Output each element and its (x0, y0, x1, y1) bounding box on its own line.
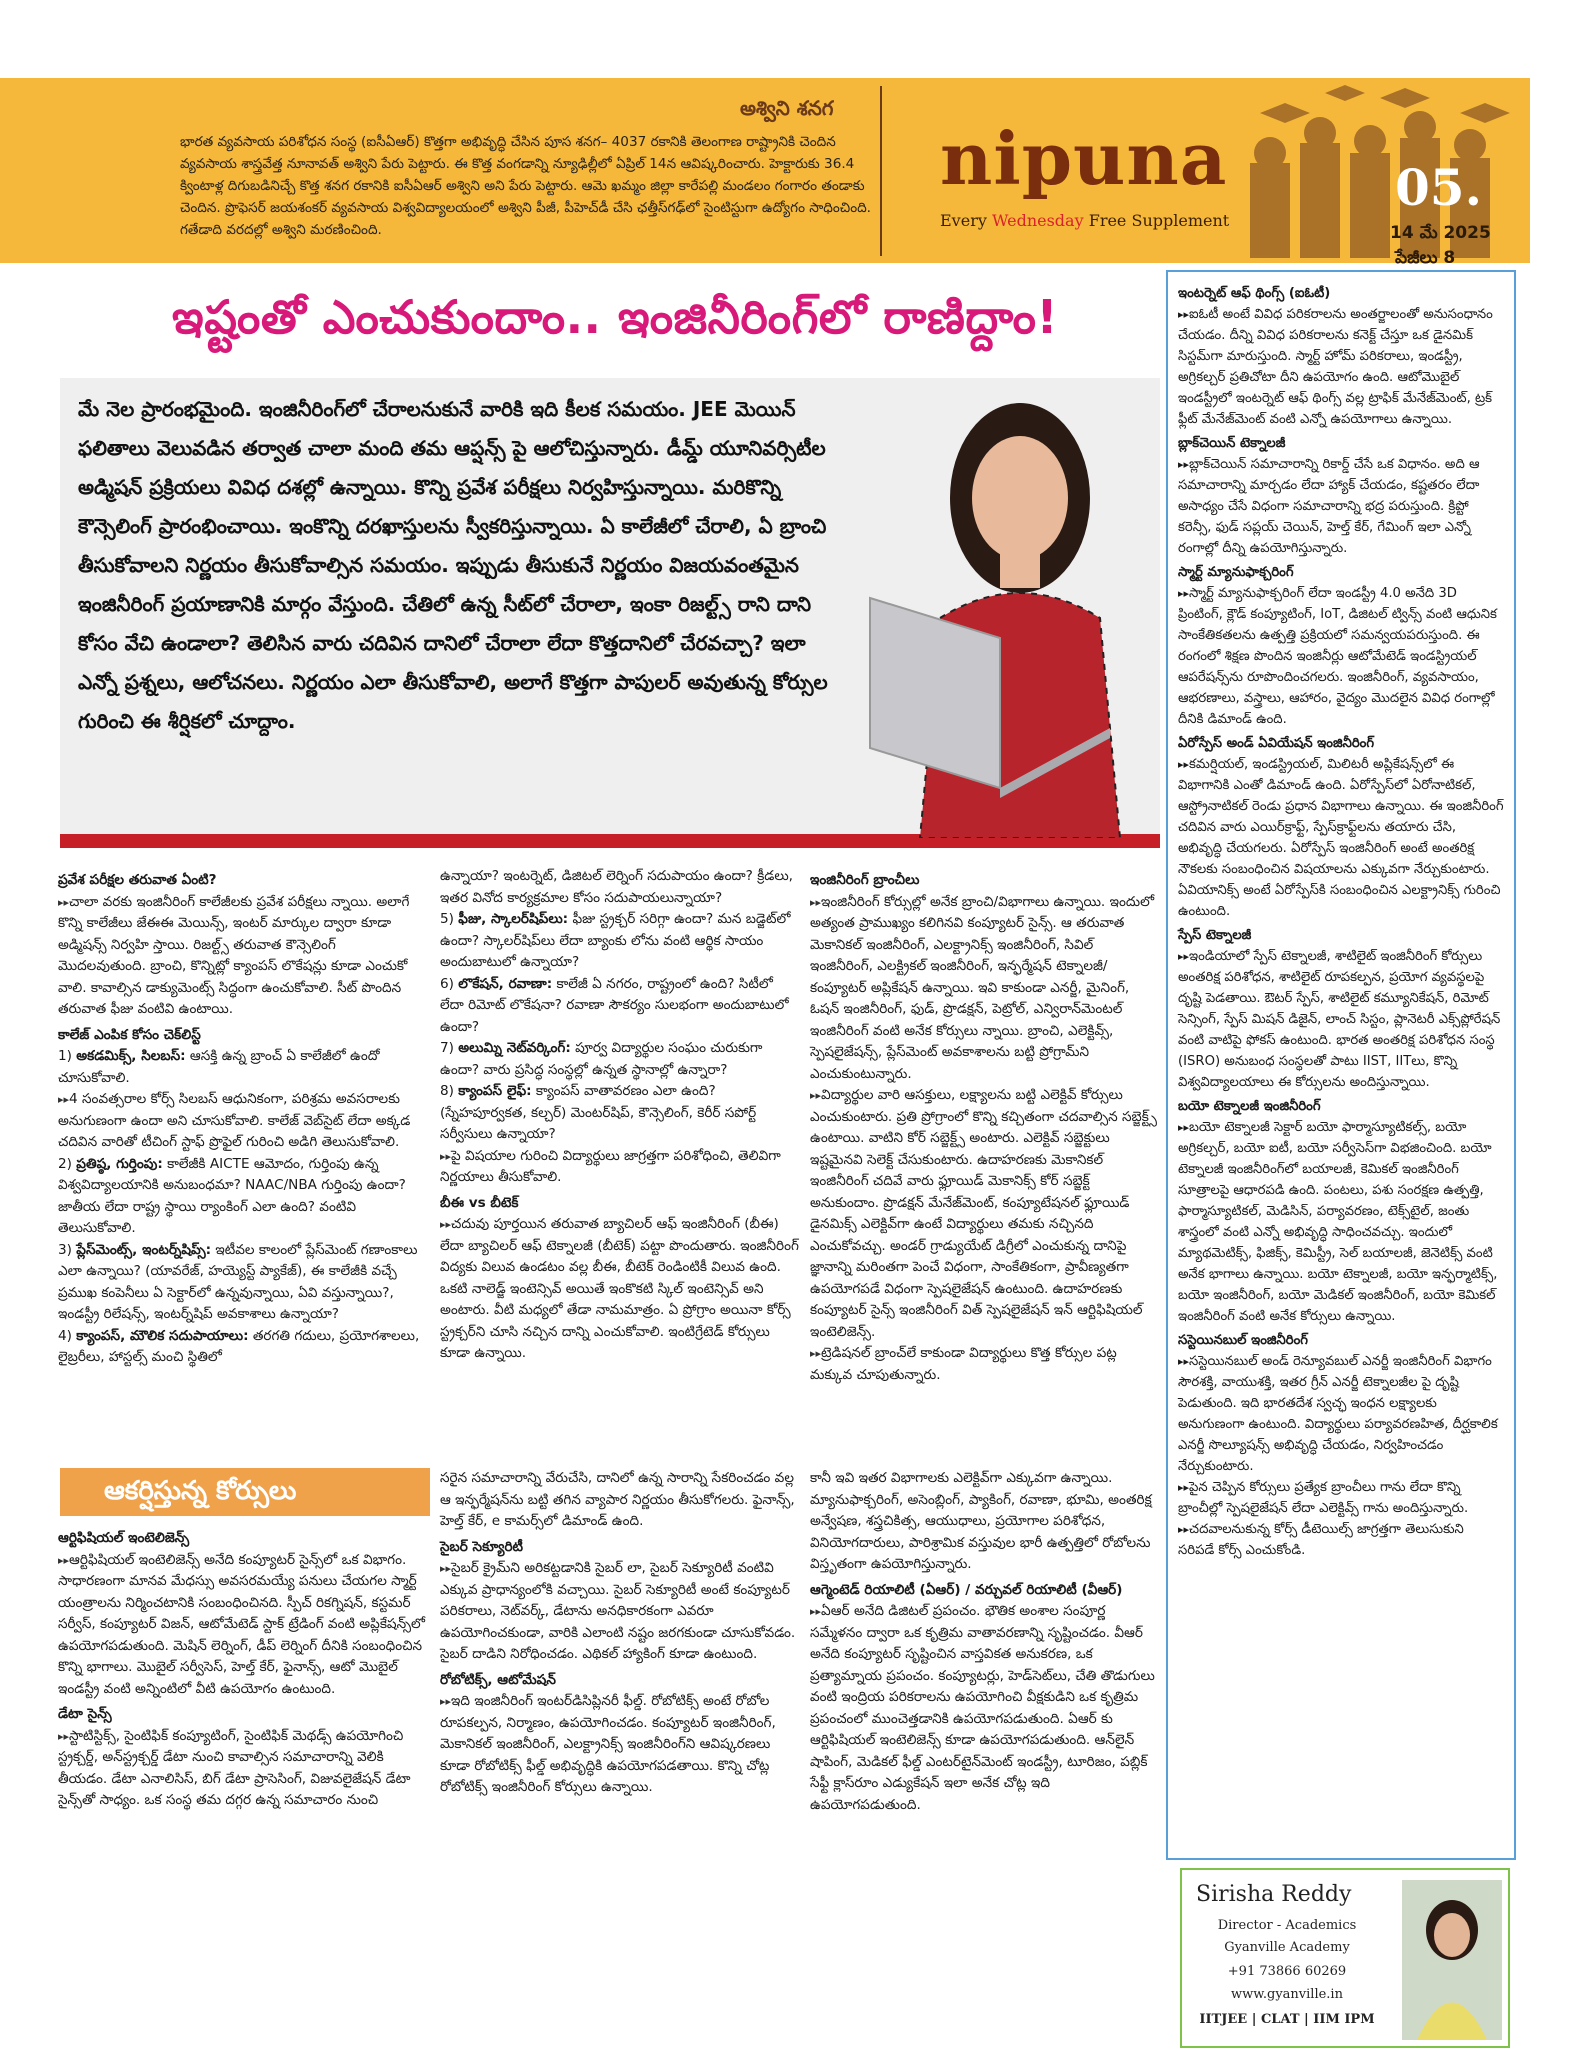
right-sidebar (1166, 270, 1516, 1860)
courses-column-2 (440, 1468, 800, 1799)
courses-column-3 (810, 1468, 1160, 1816)
author-phone: +91 73866 60269 (1227, 1964, 1347, 1979)
section-heading: బీఈ vs బీటెక్ (440, 1194, 519, 1211)
checklist-item: 4) క్యాంపస్, మౌలిక సదుపాయాలు: తరగతి గదులు, ప్రయోగశాలలు, లైబ్రరీలు, హాస్టల్స్ మంచి స్థితిలో (58, 1327, 420, 1365)
checklist-item: 2) ప్రతిష్ఠ, గుర్తింపు: కాలేజీకి AICTE ఆమోదం, గుర్తింపు ఉన్న విశ్వవిద్యాలయానికి అనుబంధమా? NAAC/NBA గుర్తింపు ఉందా? జాతీయ లేదా రాష్ట్ర స్థాయి ర్యాంకింగ్ ఎలా ఉంది? వంటివి తెలుసుకోవాలి. (58, 1155, 406, 1236)
paragraph: ▸▸ చదవాలనుకున్న కోర్స్ డీటెయిల్స్ జాగ్రత్తగా తెలుసుకుని సరిపడే కోర్స్ ఎంచుకోండి. (1178, 1519, 1504, 1561)
section-heading: కాలేజ్ ఎంపిక కోసం చెక్‌లిస్ట్ (58, 1026, 201, 1043)
paragraph: ▸▸ స్మార్ట్ మ్యానుఫాక్చరింగ్ లేదా ఇండస్ట్రీ 4.0 అనేది 3D ప్రింటింగ్, క్లౌడ్ కంప్యూటింగ్, IoT, డిజిటల్ ట్విన్స్ వంటి ఆధునిక సాంకేతికతలను ఉత్పత్తి ప్రక్రియలో సమన్వయపరుస్తుంది. ఈ రంగంలో శిక్షణ పొందిన ఇంజినీర్లు ఆటోమేటెడ్ ఇండస్ట్రియల్ ఆపరేషన్స్‌ను రూపొందించగలరు. ఇంజినీరింగ్, వ్యవసాయం, ఆభరణాలు, వస్త్రాలు, ఆహారం, వైద్యం మొదలైన వివిధ రంగాల్లో దీనికి డిమాండ్ ఉంది. (1178, 583, 1504, 730)
checklist-item: 8) క్యాంపస్ లైఫ్: క్యాంపస్ వాతావరణం ఎలా ఉంది? (స్నేహపూర్వకత, కల్చర్) మెంటర్‌షిప్, కౌన్సెలింగ్, కెరీర్ సపోర్ట్ సర్వీసులు ఉన్నాయా? (440, 1083, 757, 1142)
author-org: Gyanville Academy (1224, 1940, 1350, 1955)
issue-number: 05. (1395, 158, 1482, 217)
intro-box (60, 378, 1160, 848)
checklist-item: 3) ప్లేస్‌మెంట్స్, ఇంటర్న్‌షిప్స్: ఇటీవల కాలంలో ప్లేస్‌మెంట్ గణాంకాలు ఎలా ఉన్నాయి? (యావరేజ్, హయ్యెస్ట్ ప్యాకేజ్), ఈ కాలేజీకి వచ్చే ప్రముఖ కంపెనీలు ఏ సెక్టార్‌లో ఉన్నవున్నాయి, ఏవి వస్తున్నాయి?, ఇండస్ట్రీ రిలేషన్స్, ఇంటర్న్‌షిప్ అవకాశాలు ఉన్నాయా? (58, 1241, 418, 1322)
author-card (1180, 1868, 1510, 2048)
paragraph: ▸▸ ఐఓటీ అంటే వివిధ పరికరాలను అంతర్జాలంతో అనుసంధానం చేయడం. దీన్ని వివిధ పరికరాలను కనెక్ట్ చేస్తూ ఒక డైనమిక్ సిస్టమ్‌గా మారుస్తుంది. స్మార్ట్ హోమ్ పరికరాలు, ఇండస్ట్రీ, అగ్రికల్చర్ ప్రతిచోటా దీని ఉపయోగం ఉంది. ఆటోమొబైల్ ఇండస్ట్రీలో ఇంటర్నెట్ ఆఫ్ థింగ్స్ వల్ల ట్రాఫిక్ మేనేజ్‌మెంట్, ట్రక్ ఫ్లీట్ మేనేజ్‌మెంట్ వంటి ఎన్నో ఉపయోగాలు ఉన్నాయి. (1178, 304, 1504, 430)
paragraph: ▸▸ ఇంజినీరింగ్ కోర్సుల్లో అనేక బ్రాంచి/విభాగాలు ఉన్నాయి. ఇందులో అత్యంత ప్రాముఖ్యం కలిగినవి కంప్యూటర్ సైన్స్. ఆ తరువాత మెకానికల్ ఇంజినీరింగ్, ఎలక్ట్రానిక్స్ ఇంజినీరింగ్, సివిల్ ఇంజినీరింగ్, ఎలక్ట్రికల్ ఇంజినీరింగ్, ఇన్ఫర్మేషన్ టెక్నాలజీ/కంప్యూటర్ అప్లికేషన్ ఉన్నాయి. ఇవి కాకుండా ఎనర్జీ, మైనింగ్, ఓషన్ ఇంజినీరింగ్, ఫుడ్, ప్రొడక్షన్, పెట్రోల్, ఎన్విరాన్‌మెంటల్ ఇంజినీరింగ్ వంటి అనేక కోర్సులు న్నాయి. బ్రాంచి, ఎలెక్టివ్స్, స్పెషలైజేషన్స్, ప్లేస్‌మెంట్ అవకాశాలను బట్టి ప్రోగ్రామ్‌ని ఎంచుకుంటున్నారు. (810, 892, 1160, 1086)
page-headline: ఇష్టంతో ఎంచుకుందాం.. ఇంజినీరింగ్‌లో రాణిద్దాం! (172, 290, 1058, 344)
author-role: Director - Academics (1217, 1918, 1357, 1933)
paragraph: కానీ ఇవి ఇతర విభాగాలకు ఎలెక్టివ్‌గా ఎక్కువగా ఉన్నాయి. మ్యానుఫాక్చరింగ్, అసెంబ్లింగ్, ప్యాకింగ్, రవాణా, భూమి, అంతరిక్ష అన్వేషణ, శస్త్రచికిత్స, ఆయుధాలు, ప్రయోగాల పరిశోధన, వినియోగదారులు, పారిశ్రామిక వస్తువుల భారీ ఉత్పత్తిలో రోబోలను విస్తృతంగా ఉపయోగిస్తున్నారు. (810, 1470, 1152, 1572)
issue-pages: పేజీలు 8 (1395, 248, 1456, 268)
section-heading: ఇంజినీరింగ్ బ్రాంచీలు (810, 872, 920, 888)
author-website[interactable]: www.gyanville.in (1231, 1987, 1343, 2002)
issue-date: 14 మే 2025 (1390, 223, 1491, 243)
paragraph: ▸▸ ఇండియాలో స్పేస్ టెక్నాలజీ, శాటిలైట్ ఇంజినీరింగ్ కోర్సులు అంతరిక్ష పరిశోధన, శాటిలైట్ రూపకల్పన, ప్రయోగ వ్యవస్థలపై దృష్టి పెడతాయి. ఔటర్ స్పేస్, శాటిలైట్ కమ్యూనికేషన్, రిమోట్ సెన్సింగ్, స్పేస్ మిషన్ డిజైన్, లాంచ్ సిస్టం, ప్లానెటరీ ఎక్స్‌ప్లోరేషన్ వంటి వాటిపై ఫోకస్ ఉంటుంది. భారత అంతరిక్ష పరిశోధన సంస్థ (ISRO) అనుబంధ సంస్థలతో పాటు IIST, IITలు, కొన్ని విశ్వవిద్యాలయాలు ఈ కోర్సులను అందిస్తున్నాయి. (1178, 946, 1504, 1093)
checklist-item: 6) లొకేషన్, రవాణా: కాలేజీ ఏ నగరం, రాష్ట్రంలో ఉంది? సిటీలో లేదా రిమోట్ లొకేషనా? రవాణా సౌకర్యం సులభంగా అందుబాటులో ఉందా? (440, 975, 789, 1035)
paragraph: ▸▸ సస్టెయినబుల్ అండ్ రెన్యూవబుల్ ఎనర్జీ ఇంజినీరింగ్ విభాగం సౌరశక్తి, వాయుశక్తి, ఇతర గ్రీన్ ఎనర్జీ టెక్నాలజీల పై దృష్టి పెడుతుంది. ఇది భారతదేశ స్వచ్ఛ ఇంధన లక్ష్యాలకు అనుగుణంగా ఉంటుంది. విద్యార్థులు పర్యావరణహిత, దీర్ఘకాలిక ఎనర్జీ సొల్యూషన్స్ అభివృద్ధి చేయడం, నిర్వహించడం నేర్చుకుంటారు. (1178, 1351, 1504, 1477)
feature-text: భారత వ్యవసాయ పరిశోధన సంస్థ (ఐసీఏఆర్) కొత్తగా అభివృద్ధి చేసిన పూస శనగ– 4037 రకానికి తెలంగాణ రాష్ట్రానికి చెందిన వ్యవసాయ శాస్త్రవేత్త నూనావత్ అశ్విని పేరు పెట్టారు. ఈ కొత్త వంగడాన్ని న్యూఢిల్లీలో ఏప్రిల్ 14న ఆవిష్కరించారు. హెక్టారుకు 36.4 క్వింటాళ్ల దిగుబడినిచ్చే కొత్త శనగ రకానికి ఐసీఏఆర్ అశ్విని అని పేరు పెట్టారు. ఆమె ఖమ్మం జిల్లా కారేపల్లి మండలం గంగారం తండాకు చెందిన. ప్రొఫెసర్ జయశంకర్ వ్యవసాయ విశ్వవిద్యాలయంలో అశ్విని పీజీ, పీహెచ్‌డీ చేసి ఛత్తీస్‌గఢ్‌లో సైంటిస్టుగా ఉద్యోగం సాధించింది. గతేడాది వరదల్లో అశ్విని మరణించింది. (180, 134, 872, 238)
paragraph: ▸▸ 4 సంవత్సరాల కోర్స్ సిలబస్ ఆధునికంగా, పరిశ్రమ అవసరాలకు అనుగుణంగా ఉందా అని చూసుకోవాలి. కాలేజ్ వెబ్‌సైట్ లేదా అక్కడ చదివిన వారితో టీచింగ్ స్టాఫ్ ప్రొఫైల్ గురించి అడిగి తెలుసుకోవాలి. (58, 1089, 428, 1154)
section-heading: బ్లాక్‌చెయిన్ టెక్నాలజీ (1178, 436, 1286, 451)
section-heading: రోబోటిక్స్, ఆటోమేషన్ (440, 1671, 556, 1688)
column-1 (58, 866, 428, 1369)
section-heading: ఇంటర్నెట్ ఆఫ్ థింగ్స్ (ఐఓటీ) (1178, 286, 1331, 301)
paragraph: ▸▸ సైబర్ క్రైమ్‌ని అరికట్టడానికి సైబర్ లా, సైబర్ సెక్యూరిటీ వంటివి ఎక్కువ ప్రాధాన్యంలోకి వచ్చాయి. సైబర్ సెక్యూరిటీ అంటే కంప్యూటర్ పరికరాలు, నెట్‌వర్క్, డేటాను అనధికారకంగా ఎవరూ ఉపయోగించకుండా, వారికి ఎలాంటి నష్టం జరగకుండా చూసుకోవడం. సైబర్ దాడిని నిరోధించడం. ఎథికల్ హ్యాకింగ్ కూడా ఉంటుంది. (440, 1558, 800, 1666)
feature-divider (880, 86, 940, 256)
paragraph: సరైన సమాచారాన్ని వేరుచేసి, దానిలో ఉన్న సారాన్ని సేకరించడం వల్ల ఆ ఇన్ఫర్మేషన్‌ను బట్టి తగిన వ్యాపార నిర్ణయం తీసుకోగలరు. ఫైనాన్స్, హెల్త్ కేర్, e కామర్స్‌లో డిమాండ్ ఉంది. (440, 1470, 795, 1529)
student-with-laptop-image (850, 388, 1150, 838)
checklist-item: 5) ఫీజు, స్కాలర్‌షిప్‌లు: ఫీజు స్ట్రక్చర్ సరిగ్గా ఉందా? మన బడ్జెట్‌లో ఉందా? స్కాలర్‌షిప్‌లు లేదా బ్యాంకు లోను వంటి ఆర్థిక సాయం అందుబాటులో ఉన్నాయా? (440, 911, 791, 970)
section-heading: బయో టెక్నాలజీ ఇంజినీరింగ్ (1178, 1099, 1321, 1114)
paragraph: ▸▸ పై విషయాల గురించి విద్యార్థులు జాగ్రత్తగా పరిశోధించి, తెలివిగా నిర్ణయాలు తీసుకోవాలి. (440, 1146, 800, 1189)
paragraph: ▸▸ ఇది ఇంజినీరింగ్ ఇంటర్‌డిసిప్లినరీ ఫీల్డ్. రోబోటిక్స్ అంటే రోబోల రూపకల్పన, నిర్మాణం, ఉపయోగించడం. కంప్యూటర్ ఇంజినీరింగ్, మెకానికల్ ఇంజినీరింగ్, ఎలక్ట్రానిక్స్ ఇంజినీరింగ్‌ని ఆవిష్కరణలు కూడా రోబోటిక్స్ ఫీల్డ్ అభివృద్ధికి ఉపయోగపడతాయి. కొన్ని చోట్ల రోబోటిక్స్ ఇంజినీరింగ్ కోర్సులు ఉన్నాయి. (440, 1691, 800, 1799)
checklist-item: 1) అకడమిక్స్, సిలబస్: ఆసక్తి ఉన్న బ్రాంచ్ ఏ కాలేజీలో ఉందో చూసుకోవాలి. (58, 1048, 380, 1086)
section-heading: డేటా సైన్స్ (58, 1706, 112, 1722)
paragraph: ఉన్నాయా? ఇంటర్నెట్, డిజిటల్ లెర్నింగ్ సదుపాయం ఉందా? క్రీడలు, ఇతర వినోద కార్యక్రమాల కోసం సదుపాయలున్నాయా? (440, 868, 794, 906)
paragraph: ▸▸ కమర్షియల్, ఇండస్ట్రియల్, మిలిటరీ అప్లికేషన్స్‌లో ఈ విభాగానికి ఎంతో డిమాండ్ ఉంది. ఏరోస్పేస్‌లో ఏరోనాటికల్, ఆస్ట్రోనాటికల్ రెండు ప్రధాన విభాగాలు ఉన్నాయి. ఈ ఇంజినీరింగ్ చదివిన వారు ఎయిర్‌క్రాఫ్ట్, స్పేస్‌క్రాఫ్ట్‌లను తయారు చేసి, అభివృద్ధి చేయగలరు. ఏరోస్పేస్ ఇంజినీరింగ్ అంటే అంతరిక్ష నౌకలకు సంబంధించిన విషయాలను ఎక్కువగా నేర్చుకుంటారు. ఏవియానిక్స్ అంటే ఏరోస్పేస్‌కి సంబంధించిన ఎలక్ట్రానిక్స్ గురించి ఉంటుంది. (1178, 754, 1504, 922)
paragraph: ▸▸ ట్రెడిషనల్ బ్రాంచ్‌లే కాకుండా విద్యార్థులు కొత్త కోర్సుల పట్ల మక్కువ చూపుతున్నారు. (810, 1343, 1160, 1386)
paragraph: ▸▸ చదువు పూర్తయిన తరువాత బ్యాచిలర్ ఆఫ్ ఇంజినీరింగ్ (బీఈ) లేదా బ్యాచిలర్ ఆఫ్ టెక్నాలజీ (బీటెక్) పట్టా పొందుతారు. ఇంజినీరింగ్ విద్యకు విలువ ఉండటం వల్ల బీఈ, బీటెక్ రెండింటికీ విలువ ఉంది. ఒకటి నాలెడ్జ్ ఇంటెన్సివ్ అయితే ఇంకొకటి స్కిల్ ఇంటెన్సివ్ అని అంటారు. వీటి మధ్యలో తేడా నామమాత్రం. ఏ ప్రోగ్రాం అయినా కోర్స్ స్ట్రక్చర్‌ని చూసి నచ్చిన దాన్ని ఎంచుకోవాలి. ఇంటిగ్రేటెడ్ కోర్సులు కూడా ఉన్నాయి. (440, 1214, 800, 1365)
section-heading: ఆర్టిఫిషియల్ ఇంటెలిజెన్స్ (58, 1530, 190, 1546)
section-heading: ఆగ్మెంటెడ్ రియాలిటీ (ఏఆర్) / వర్చువల్ రియాలిటీ (వీఆర్) (810, 1581, 1123, 1598)
brand-tagline: Every Wednesday Free Supplement (940, 211, 1230, 230)
paragraph: ▸▸ చాలా వరకు ఇంజినీరింగ్ కాలేజీలకు ప్రవేశ పరీక్షలు న్నాయి. అలాగే కొన్ని కాలేజీలు జేఈఈ మెయిన్స్, ఇంటర్ మార్కుల ద్వారా కూడా అడ్మిషన్స్ నిర్వహి స్తాయి. రిజల్ట్స్ తరువాత కౌన్సెలింగ్ మొదలవుతుంది. బ్రాంచి, కొన్నిట్లో క్యాంపస్ లొకేషన్లు కూడా ఎంచుకో వాలి. కావాల్సిన డాక్యుమెంట్స్ సిద్ధంగా ఉంచుకోవాలి. సీట్ పొందిన తరువాత ఫీజు వంటివి ఉంటాయి. (58, 892, 428, 1021)
section-heading: ఏరోస్పేస్ అండ్ ఏవియేషన్ ఇంజినీరింగ్ (1178, 736, 1375, 751)
paragraph: ▸▸ బయో టెక్నాలజీ సెక్టార్ బయో ఫార్మాస్యూటికల్స్, బయో అగ్రికల్చర్, బయో ఐటీ, బయో సర్వీసెస్‌గా విభజించింది. బయో టెక్నాలజీ ఇంజినీరింగ్‌లో బయాలజీ, కెమికల్ ఇంజినీరింగ్ సూత్రాలపై ఆధారపడి ఉంది. పంటలు, పశు సంరక్షణ ఉత్పత్తి, ఫార్మాస్యూటికల్, మెడిసిన్, పర్యావరణం, టెక్స్‌టైల్, జంతు శాస్త్రంలో వంటి ఎన్నో అభివృద్ధి సాధించవచ్చు. ఇందులో మ్యాథమెటిక్స్, ఫిజిక్స్, కెమిస్ట్రీ, సెల్ బయాలజీ, జెనెటిక్స్ వంటి అనేక భాగాలు ఉన్నాయి. బయో టెక్నాలజీ, బయో ఇన్ఫర్మాటిక్స్, బయో ఇంజినీరింగ్, బయో మెడికల్ ఇంజినీరింగ్, బయో కెమికల్ ఇంజినీరింగ్ వంటి అనేక కోర్సులు ఉన్నాయి. (1178, 1117, 1504, 1327)
courses-heading: ఆకర్షిస్తున్న కోర్సులు (60, 1468, 430, 1516)
author-name: Sirisha Reddy (1196, 1882, 1352, 1907)
brand-logo: nipuna (940, 116, 1228, 201)
section-heading: స్మార్ట్ మ్యానుఫాక్చరింగ్ (1178, 565, 1294, 580)
feature-box (180, 96, 880, 241)
brand-block (940, 116, 1230, 230)
paragraph: ▸▸ విద్యార్థుల వారి ఆసక్తులు, లక్ష్యాలను బట్టి ఎలెక్టివ్ కోర్సులు ఎంచుకుంటారు. ప్రతి ప్రోగ్రాంలో కొన్ని కచ్చితంగా చదవాల్సిన సబ్జెక్ట్స్ ఉంటాయి. వాటిని కోర్ సబ్జెక్ట్స్ అంటారు. ఎలెక్టివ్ సబ్జెక్టులు ఇష్టమైనవి సెలెక్ట్ చేసుకుంటారు. ఉదాహరణకు మెకానికల్ ఇంజినీరింగ్ చదివే వారు ఫ్లూయిడ్ మెకానిక్స్ కోర్ సబ్జెక్ట్ అనుకుందాం. ప్రొడక్షన్ మేనేజ్‌మెంట్, కంప్యూటేషనల్ ఫ్లూయిడ్ డైనమిక్స్ ఎలెక్టివ్‌గా ఉంటే విద్యార్థులు తమకు నచ్చినది ఎంచుకోవచ్చు. అండర్ గ్రాడ్యుయేట్ డిగ్రీలో ఎంచుకున్న దానిపై జ్ఞానాన్ని మరింతగా పెంచే విధంగా, సాంకేతికంగా, ప్రావీణ్యతగా ఉపయోగపడే విధంగా స్పెషలైజేషన్ ఉంటుంది. ఉదాహరణకు కంప్యూటర్ సైన్స్ ఇంజినీరింగ్ విత్ స్పెషలైజేషన్ ఇన్ ఆర్టిఫిషియల్ ఇంటెలిజెన్స్. (810, 1085, 1160, 1343)
paragraph: ▸▸ ఏఆర్ అనేది డిజిటల్ ప్రపంచం. భౌతిక అంశాల సంపూర్ణ సమ్మేళనం ద్వారా ఒక కృత్రిమ వాతావరణాన్ని సృష్టించడం. వీఆర్ అనేది కంప్యూటర్ సృష్టించిన వాస్తవికత అనుకరణ, ఒక ప్రత్యామ్నాయ ప్రపంచం. కంప్యూటర్లు, హెడ్‌సెట్‌లు, చేతి తొడుగులు వంటి ఇంద్రియ పరికరాలను ఉపయోగించి వీక్షకుడిని ఒక కృత్రిమ ప్రపంచంలో ముంచెత్తడానికి ఉపయోగపడుతుంది. ఏఆర్ కు ఆర్టిఫిషియల్ ఇంటెలిజెన్స్ కూడా ఉపయోగపడుతుంది. ఆన్‌లైన్ షాపింగ్, మెడికల్ ఫీల్డ్ ఎంటర్‌టైన్‌మెంట్ ఇండస్ట్రీ, టూరిజం, పబ్లిక్ సేఫ్టీ క్లాస్‌రూం ఎడ్యుకేషన్ ఇలా అనేక చోట్ల ఇది ఉపయోగపడుతుంది. (810, 1601, 1160, 1816)
column-3 (810, 866, 1160, 1386)
section-heading: సైబర్ సెక్యూరిటీ (440, 1538, 524, 1555)
paragraph: ▸▸ బ్లాక్‌చెయిన్ సమాచారాన్ని రికార్డ్ చేసే ఒక విధానం. అది ఆ సమాచారాన్ని మార్చడం లేదా హ్యాక్ చేయడం, కష్టతరం లేదా అసాధ్యం చేసే విధంగా సమాచారాన్ని భద్ర పరుస్తుంది. క్రిప్టో కరెన్సీ, ఫుడ్ సప్లయ్ చెయిన్, హెల్త్ కేర్, గేమింగ్ ఇలా ఎన్నో రంగాల్లో దీన్ని ఉపయోగిస్తున్నారు. (1178, 454, 1504, 559)
column-2 (440, 866, 800, 1365)
section-heading: ప్రవేశ పరీక్షల తరువాత ఏంటి? (58, 872, 217, 888)
feature-title: అశ్విని శనగ (740, 96, 834, 120)
paragraph: ▸▸ పైన చెప్పిన కోర్సులు ప్రత్యేక బ్రాంచీలు గాను లేదా కొన్ని బ్రాంచీల్లో స్పెషలైజేషన్ లేదా ఎలెక్టివ్స్ గాను అందిస్తున్నారు. (1178, 1477, 1504, 1519)
section-heading: సస్టెయినబుల్ ఇంజినీరింగ్ (1178, 1333, 1308, 1348)
section-heading: స్పేస్ టెక్నాలజీ (1178, 928, 1252, 943)
header-band (0, 78, 1530, 268)
author-exams: IITJEE | CLAT | IIM IPM (1199, 2012, 1375, 2027)
author-photo (1402, 1880, 1502, 2040)
paragraph: ▸▸ ఆర్టిఫిషియల్ ఇంటెలిజెన్స్ అనేది కంప్యూటర్ సైన్స్‌లో ఒక విభాగం. సాధారణంగా మానవ మేధస్సు అవసరమయ్యే పనులు చేయగల స్మార్ట్ యంత్రాలను నిర్మించటానికి సంబంధించినది. స్పీచ్ రికగ్నిషన్, కస్టమర్ సర్వీస్, కంప్యూటర్ విజన్, ఆటోమేటెడ్ స్టాక్ ట్రేడింగ్ వంటి అప్లికేషన్స్‌లో ఉపయోగపడుతుంది. మెషిన్ లెర్నింగ్, డీప్ లెర్నింగ్ దీనికి సంబంధించిన కొన్ని భాగాలు. మొబైల్ సర్వీసెస్, హెల్త్ కేర్, ఫైనాన్స్, ఆటో మొబైల్ ఇండస్ట్రీ వంటి అన్నింటిలో వీటి ఉపయోగం ఉంటుంది. (58, 1550, 428, 1701)
courses-column-1 (58, 1524, 428, 1812)
paragraph: ▸▸ స్టాటిస్టిక్స్, సైంటిఫిక్ కంప్యూటింగ్, సైంటిఫిక్ మెథడ్స్ ఉపయోగించి స్ట్రక్చర్డ్, అన్‌స్ట్రక్చర్డ్ డేటా నుంచి కావాల్సిన సమాచారాన్ని వెలికి తీయడం. డేటా ఎనాలిసిస్, బిగ్ డేటా ప్రాసెసింగ్, విజువలైజేషన్ డేటా సైన్స్‌తో సాధ్యం. ఒక సంస్థ తమ దగ్గర ఉన్న సమాచారం నుంచి (58, 1726, 428, 1812)
intro-text: మే నెల ప్రారంభమైంది. ఇంజినీరింగ్‌లో చేరాలనుకునే వారికి ఇది కీలక సమయం. JEE మెయిన్ ఫలితాలు వెలువడిన తర్వాత చాలా మంది తమ ఆప్షన్స్ పై ఆలోచిస్తున్నారు. డీమ్డ్ యూనివర్సిటీల అడ్మిషన్ ప్రక్రియలు వివిధ దశల్లో ఉన్నాయి. కొన్ని ప్రవేశ పరీక్షలు నిర్వహిస్తున్నాయి. మరికొన్ని కౌన్సెలింగ్ ప్రారంభించాయి. ఇంకొన్ని దరఖాస్తులను స్వీకరిస్తున్నాయి. ఏ కాలేజీలో చేరాలి, ఏ బ్రాంచి తీసుకోవాలని నిర్ణయం తీసుకోవాల్సిన సమయం. ఇప్పుడు తీసుకునే నిర్ణయం విజయవంతమైన ఇంజినీరింగ్ ప్రయాణానికి మార్గం వేస్తుంది. చేతిలో ఉన్న సీట్‌లో చేరాలా, ఇంకా రిజల్ట్స్ రాని దాని కోసం వేచి ఉండాలా? తెలిసిన వారు చదివిన దానిలో చేరాలా లేదా కొత్తదానిలో చేరవచ్చా? ఇలా ఎన్నో ప్రశ్నలు, ఆలోచనలు. నిర్ణయం ఎలా తీసుకోవాలి, అలాగే కొత్తగా పాపులర్ అవుతున్న కోర్సుల గురించి ఈ శీర్షికలో చూద్దాం. (78, 397, 828, 733)
checklist-item: 7) అలుమ్ని నెట్‌వర్కింగ్: పూర్వ విద్యార్థుల సంఘం చురుకుగా ఉందా? వారు ప్రసిద్ధ సంస్థల్లో ఉన్నత స్థానాల్లో ఉన్నారా? (440, 1040, 763, 1078)
